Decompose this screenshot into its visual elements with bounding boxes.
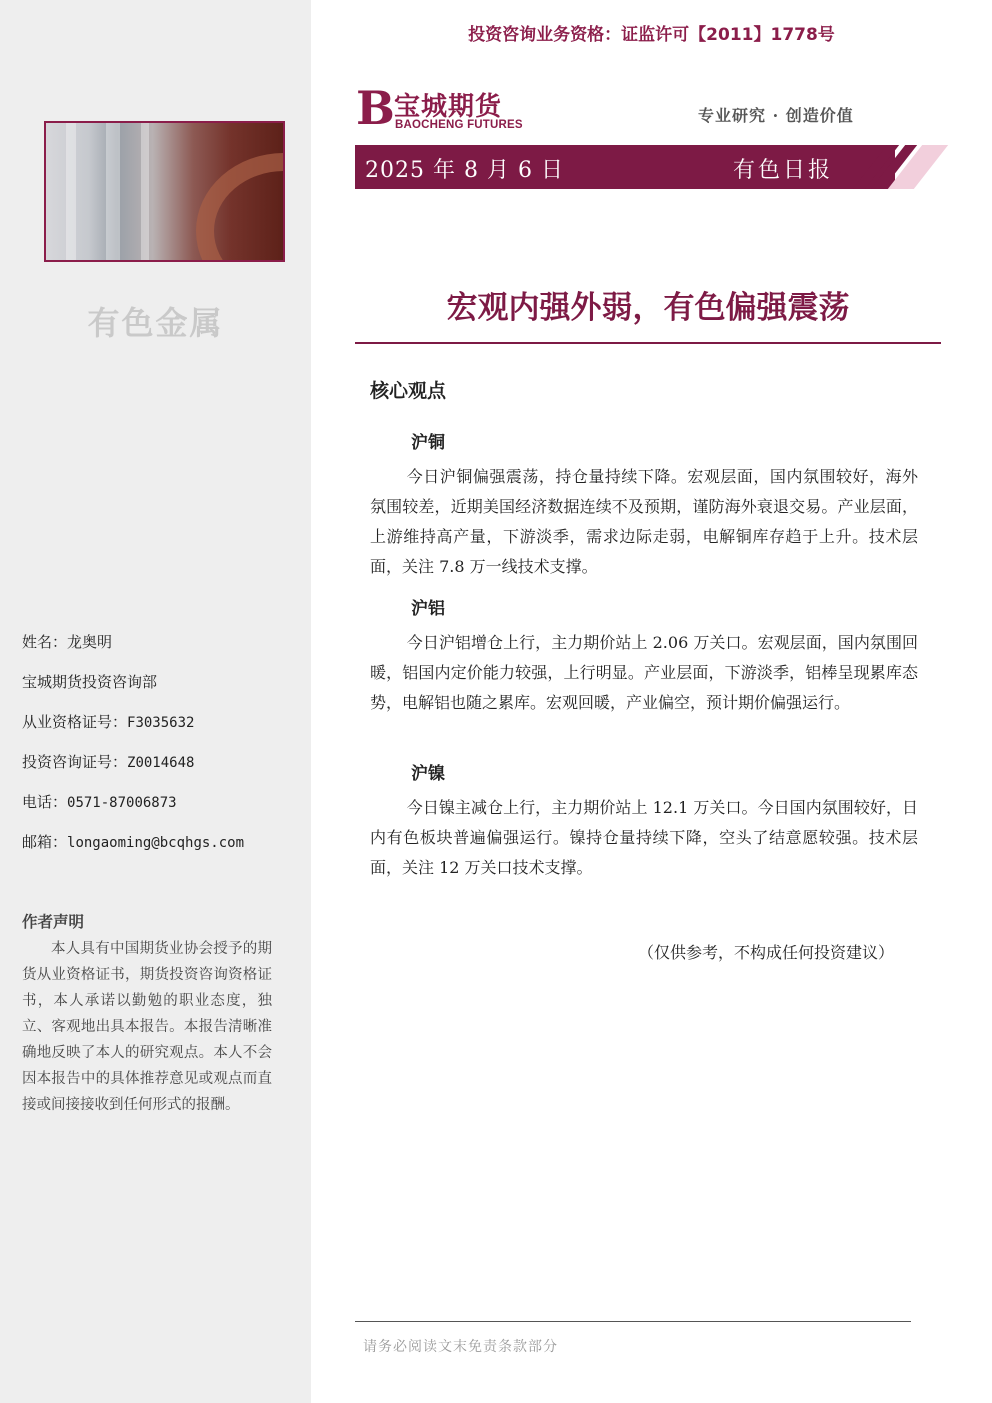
headline-divider <box>355 342 941 344</box>
slogan: 专业研究 · 创造价值 <box>698 106 854 125</box>
metal-title-nickel: 沪镍 <box>411 764 445 784</box>
disclaimer: （仅供参考，不构成任何投资建议） <box>638 943 895 962</box>
footer-divider <box>355 1321 911 1322</box>
license-text: 投资咨询业务资格：证监许可【2011】1778号 <box>468 25 835 45</box>
aluminum-paragraph: 今日沪铝增仓上行，主力期价站上 2.06 万关口。宏观层面，国内氛围回暖，铝国内定价能力较强，上行明显。产业层面，下游淡季，铝棒呈现累库态势，电解铝也随之累库。宏观回暖，产业偏空，预计期价偏强运行。 <box>370 633 918 712</box>
sidebar <box>0 0 311 1403</box>
phone: 电话：0571-87006873 <box>22 793 177 811</box>
company-logo-icon: B <box>356 81 395 135</box>
qualification-number: 从业资格证号：F3035632 <box>22 713 195 731</box>
sector-title: 有色金属 <box>87 304 224 342</box>
metal-title-copper: 沪铜 <box>411 433 445 453</box>
copper-paragraph: 今日沪铜偏强震荡，持仓量持续下降。宏观层面，国内氛围较好，海外氛围较差，近期美国经济数据连续不及预期，谨防海外衰退交易。产业层面，上游维持高产量，下游淡季，需求边际走弱，电解铜库存趋于上升。技术层面，关注 7.8 万一线技术支撑。 <box>370 467 918 576</box>
email: 邮箱：longaoming@bcqhgs.com <box>22 833 245 851</box>
author-statement-body: 本人具有中国期货业协会授予的期货从业资格证书，期货投资咨询资格证书，本人承诺以勤勉的职业态度，独立、客观地出具本报告。本报告清晰准确地反映了本人的研究观点。本人不会因本报告中的具体推荐意见或观点而直接或间接接收到任何形式的报酬。 <box>22 941 272 1113</box>
metal-title-aluminum: 沪铝 <box>411 599 445 619</box>
analyst-contact <box>22 630 302 870</box>
report-date: 2025 年 8 月 6 日 <box>365 158 564 183</box>
analyst-name: 姓名：龙奥明 <box>22 633 113 651</box>
nickel-paragraph: 今日镍主减仓上行，主力期价站上 12.1 万关口。今日国内氛围较好，日内有色板块普遍偏强运行。镍持仓量持续下降，空头了结意愿较强。技术层面，关注 12 万关口技术支撑。 <box>370 798 918 877</box>
report-headline: 宏观内强外弱，有色偏强震荡 <box>446 290 850 326</box>
author-statement-title: 作者声明 <box>22 912 85 931</box>
consulting-number: 投资咨询证号：Z0014648 <box>22 753 195 771</box>
date-banner <box>355 145 895 189</box>
section-title: 核心观点 <box>370 380 447 402</box>
company-name-en: BAOCHENG FUTURES <box>395 119 523 131</box>
footer-note: 请务必阅读文末免责条款部分 <box>363 1339 558 1355</box>
analyst-dept: 宝城期货投资咨询部 <box>22 673 158 691</box>
company-name-cn: 宝城期货 <box>394 92 503 122</box>
cover-photo <box>44 121 285 262</box>
report-type: 有色日报 <box>733 158 834 183</box>
